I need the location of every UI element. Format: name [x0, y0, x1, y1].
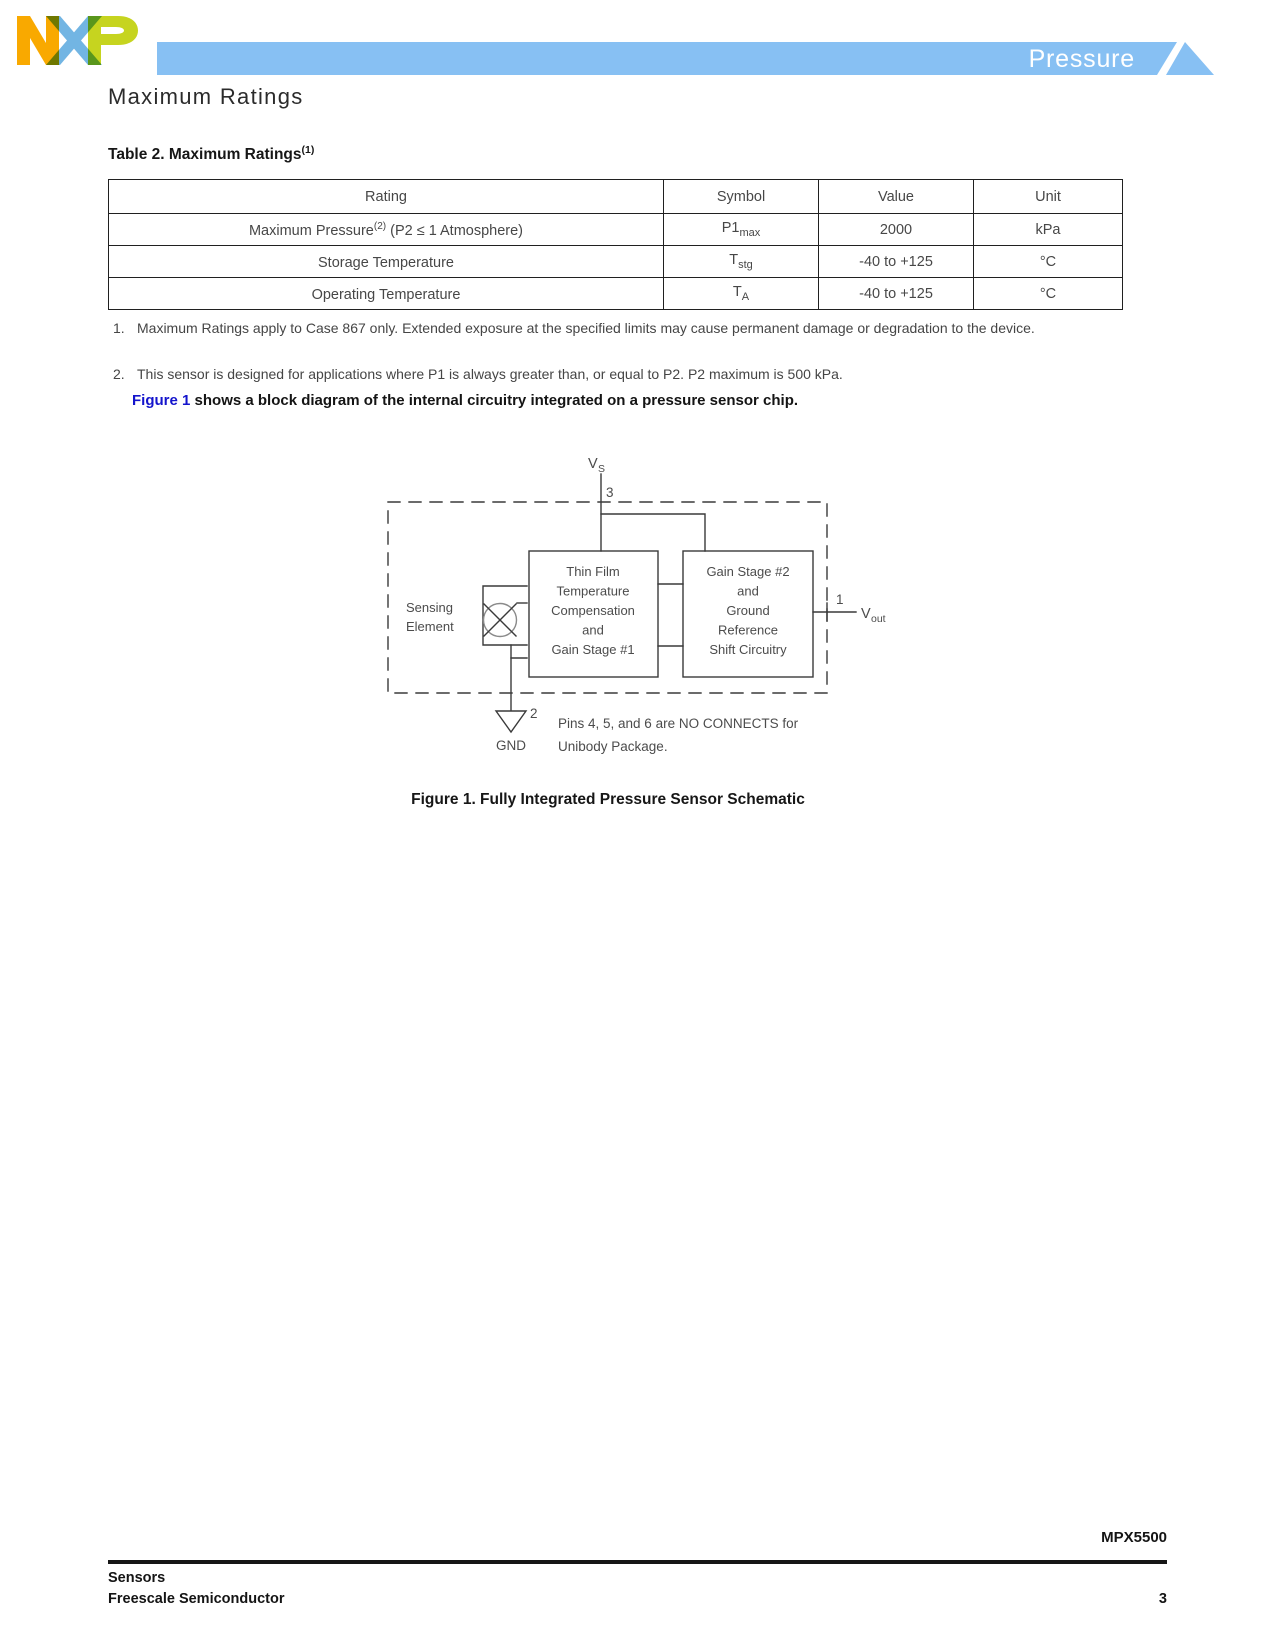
sensing-element-label-line2: Element — [406, 619, 454, 634]
block2-line: Ground — [726, 603, 770, 618]
footnote-1 — [113, 318, 1162, 339]
footnote-number: 2. — [113, 366, 125, 382]
symbol-subscript: max — [739, 226, 761, 239]
block2-line: Reference — [718, 622, 778, 638]
sensing-element-bridge-symbol — [483, 586, 527, 658]
block2-line: and — [737, 583, 759, 599]
pin-1-label: 1 — [836, 592, 844, 607]
table-caption — [108, 144, 314, 164]
page-number: 3 — [1158, 1591, 1167, 1607]
cell-symbol — [664, 214, 819, 246]
figure-1-link[interactable]: Figure 1 — [132, 392, 191, 409]
paragraph-text: shows a block diagram of the internal circuitry integrated on a pressure sensor chip. — [190, 392, 799, 409]
block2-line: Shift Circuitry — [709, 642, 787, 657]
figure-reference-paragraph — [132, 392, 798, 409]
block-gain-stage-2-text — [706, 564, 789, 657]
block1-line: Thin Film — [566, 564, 620, 579]
block1-line: Gain Stage #1 — [551, 642, 635, 657]
rating-text: Maximum Pressure — [248, 222, 374, 239]
no-connect-note-line2: Unibody Package. — [558, 739, 668, 754]
gnd-label: GND — [496, 738, 526, 753]
cell-unit: kPa — [974, 214, 1123, 246]
block2-line: Gain Stage #2 — [706, 564, 790, 579]
footer-category: Sensors — [108, 1570, 166, 1586]
symbol-base: T — [732, 284, 742, 301]
page-title: Maximum Ratings — [108, 84, 304, 109]
cell-symbol — [664, 246, 819, 278]
pin-2-label: 2 — [530, 706, 538, 721]
block1-line: Temperature — [556, 583, 630, 599]
column-header-rating: Rating — [109, 180, 664, 214]
cell-value: -40 to +125 — [819, 246, 974, 278]
rating-condition: (P2 ≤ 1 Atmosphere) — [386, 222, 524, 239]
pressure-banner — [150, 38, 1230, 78]
cell-rating — [109, 214, 664, 246]
footer-company: Freescale Semiconductor — [108, 1591, 285, 1607]
supply-branch-wire — [601, 514, 705, 551]
footnote-2 — [113, 364, 1162, 385]
figure-1-schematic — [340, 430, 920, 760]
vout-label-base: V — [861, 606, 871, 622]
table-caption-text: Table 2. Maximum Ratings — [108, 146, 302, 164]
footnote-number: 1. — [113, 320, 125, 336]
banner-bar — [157, 42, 1177, 75]
cell-rating — [109, 278, 664, 310]
table-caption-footnote-ref: (1) — [301, 144, 315, 156]
no-connect-note-line1: Pins 4, 5, and 6 are NO CONNECTS for — [558, 716, 799, 731]
block-gain-stage-1-text — [551, 564, 635, 657]
product-name: MPX5500 — [1101, 1529, 1167, 1546]
cell-unit: °C — [974, 246, 1123, 278]
symbol-subscript: A — [741, 290, 750, 303]
table-row — [109, 278, 1123, 310]
table-row — [109, 214, 1123, 246]
cell-symbol — [664, 278, 819, 310]
symbol-subscript: stg — [738, 258, 753, 271]
table-row — [109, 246, 1123, 278]
pin-3-label: 3 — [606, 485, 614, 500]
symbol-base: P1 — [721, 220, 740, 237]
maximum-ratings-table — [108, 179, 1123, 310]
footnote-text: This sensor is designed for applications where P1 is always greater than, or equal to P2. P2 maximum is 500 kPa. — [137, 366, 843, 382]
footnote-text: Maximum Ratings apply to Case 867 only. Extended exposure at the specified limits may cause permanent damage or degradation to the device. — [137, 320, 1035, 336]
block1-line: Compensation — [551, 603, 635, 618]
column-header-unit: Unit — [974, 180, 1123, 214]
figure-caption: Figure 1. Fully Integrated Pressure Sensor Schematic — [411, 791, 805, 808]
footer-rule — [108, 1560, 1167, 1564]
vout-label-sub: out — [871, 613, 886, 625]
cell-value: -40 to +125 — [819, 278, 974, 310]
nxp-logo — [10, 8, 150, 74]
column-header-value: Value — [819, 180, 974, 214]
rating-text: Storage Temperature — [318, 254, 454, 271]
cell-value: 2000 — [819, 214, 974, 246]
block1-line: and — [582, 622, 604, 638]
symbol-base: T — [729, 252, 739, 269]
cell-rating — [109, 246, 664, 278]
table-header-row — [109, 180, 1123, 214]
cell-unit: °C — [974, 278, 1123, 310]
vs-label-base: V — [588, 456, 598, 472]
gnd-symbol — [496, 711, 526, 732]
vs-label-sub: S — [598, 463, 606, 475]
column-header-symbol: Symbol — [664, 180, 819, 214]
sensing-element-label-line1: Sensing — [406, 600, 453, 615]
rating-text: Operating Temperature — [311, 286, 461, 303]
rating-footnote-ref: (2) — [373, 220, 387, 232]
banner-label: Pressure — [1028, 45, 1135, 73]
